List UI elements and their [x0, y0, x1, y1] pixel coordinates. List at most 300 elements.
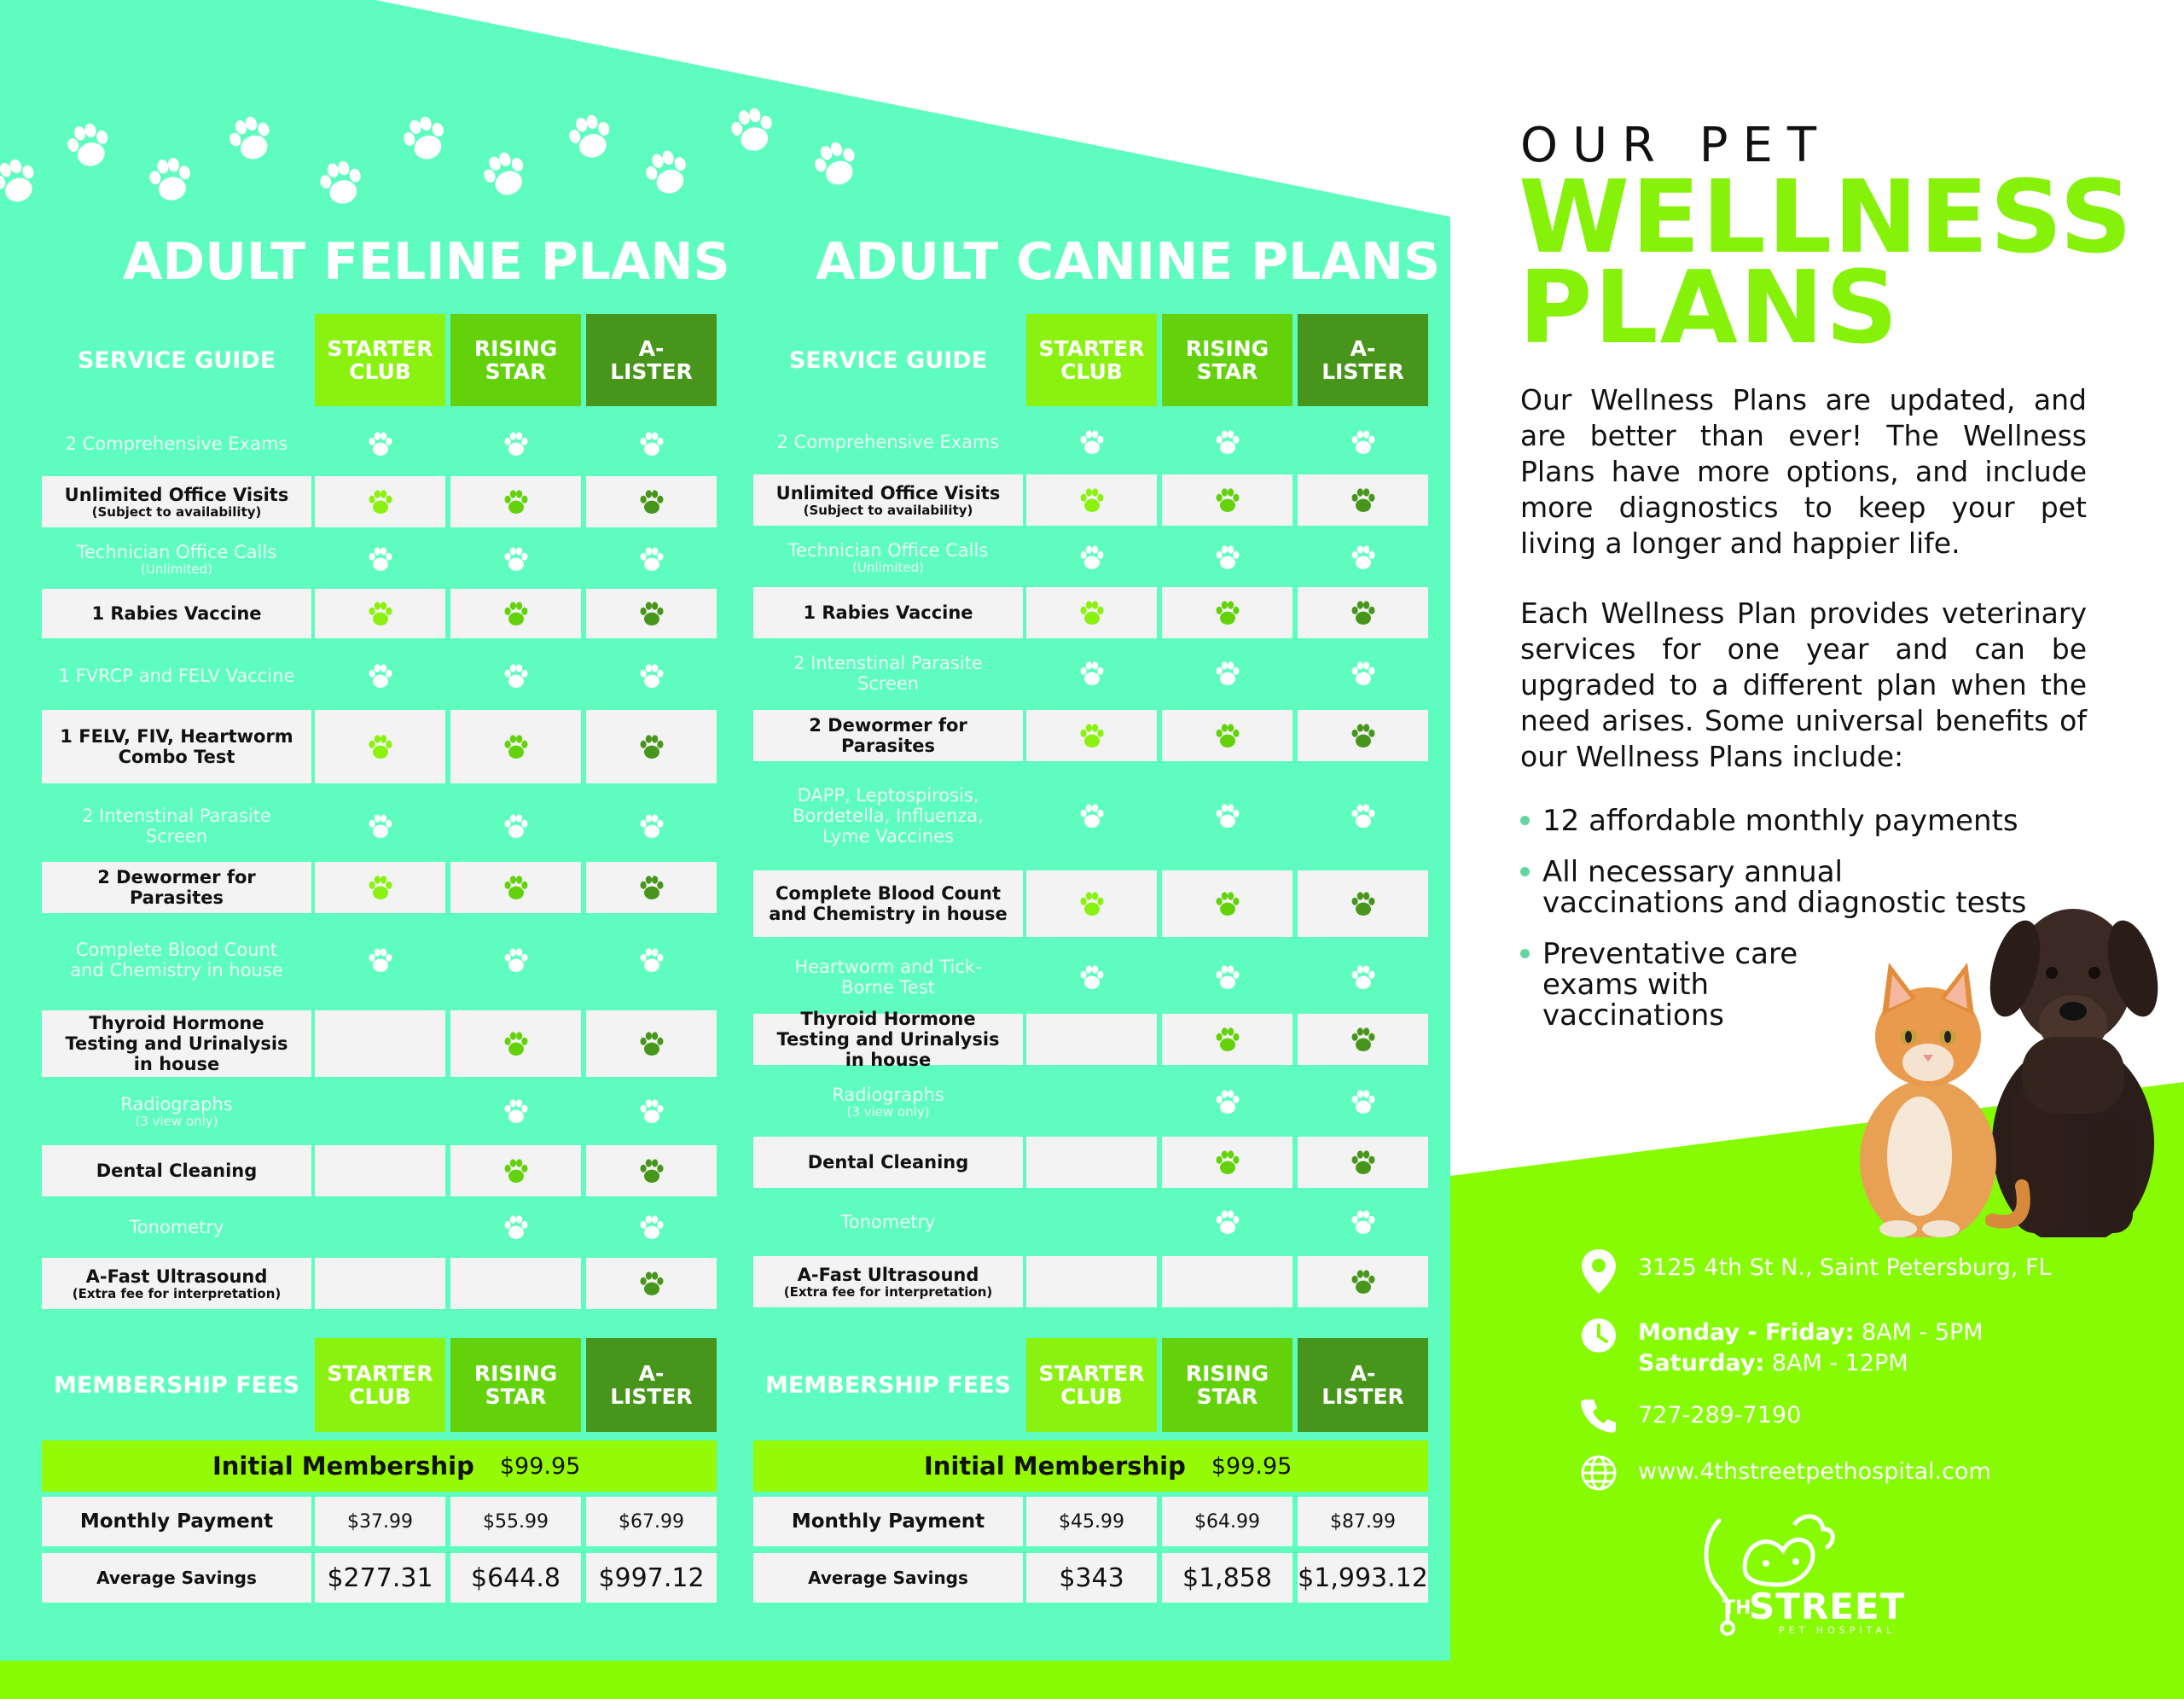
tier-cell	[1162, 1137, 1292, 1188]
included-paw-icon	[1212, 1147, 1243, 1178]
tier-cell	[450, 1145, 581, 1196]
included-paw-icon	[1077, 962, 1107, 992]
included-paw-icon	[636, 428, 667, 459]
service-note: (Extra fee for interpretation)	[72, 1286, 282, 1301]
tier-cell	[1298, 1195, 1428, 1249]
tier-cell	[586, 1258, 717, 1309]
cat-and-dog-photo	[1817, 862, 2184, 1237]
service-row-label	[753, 1195, 1023, 1249]
tier-cell	[1162, 532, 1292, 582]
tier-cell	[1298, 1256, 1428, 1307]
tier-cell	[586, 1203, 717, 1251]
included-paw-icon	[1212, 658, 1243, 689]
average-savings-value: $1,993.12	[1298, 1553, 1428, 1603]
service-name-text: 1 FELV, FIV, Heartworm Combo Test	[60, 726, 293, 767]
included-paw-icon	[1348, 1266, 1379, 1297]
included-paw-icon	[1212, 485, 1243, 515]
header-title-line2: PLANS	[1519, 248, 1900, 366]
included-paw-icon	[1212, 1207, 1243, 1237]
logo-th: TH	[1722, 1597, 1751, 1619]
included-paw-icon	[1348, 888, 1379, 919]
included-paw-icon	[636, 811, 667, 841]
included-paw-icon	[365, 945, 396, 975]
tier-cell	[450, 534, 581, 584]
service-name-text: Technician Office Calls	[76, 542, 277, 562]
initial-membership-label: Initial Membership	[924, 1452, 1186, 1481]
tier-cell	[586, 920, 717, 1000]
paw-print-icon	[725, 102, 780, 157]
tier-cell	[1026, 474, 1157, 526]
service-name-text: Thyroid Hormone Testing and Urinalysis in house	[65, 1013, 288, 1074]
service-name-text: 2 Intenstinal Parasite Screen	[793, 653, 983, 694]
tier-cell	[315, 476, 445, 527]
tier-cell	[1162, 587, 1292, 638]
fee-tier-header-2: A-LISTER	[1298, 1338, 1428, 1432]
tier-cell	[1162, 1256, 1292, 1307]
decorative-paw	[478, 147, 532, 205]
phone-icon	[1580, 1396, 1618, 1434]
tier-cell	[586, 1085, 717, 1137]
service-name	[96, 1161, 258, 1181]
service-name	[769, 785, 1008, 847]
monthly-payment-value: $45.99	[1026, 1497, 1157, 1546]
hours-weekday-label: Monday - Friday:	[1638, 1319, 1855, 1346]
initial-membership-row	[42, 1440, 717, 1492]
tier-cell	[1298, 474, 1428, 526]
service-name	[777, 432, 1000, 452]
tier-cell	[1026, 1014, 1157, 1065]
service-note: (Extra fee for interpretation)	[783, 1284, 993, 1300]
service-name-text: Dental Cleaning	[807, 1152, 969, 1172]
service-name	[130, 1217, 224, 1237]
service-name	[65, 485, 289, 519]
header-overline: OUR PET	[1520, 118, 1832, 173]
fee-tier-header-2: A-LISTER	[586, 1338, 717, 1432]
tier-cell	[586, 589, 717, 638]
service-row-label	[42, 589, 311, 638]
tier-cell	[315, 790, 445, 862]
tier-cell	[586, 1145, 717, 1196]
tier-cell	[450, 589, 581, 638]
included-paw-icon	[636, 1212, 667, 1242]
service-guide-label: SERVICE GUIDE	[77, 346, 276, 374]
tier-cell	[1026, 947, 1157, 1007]
included-paw-icon	[636, 598, 667, 629]
tier-cell	[315, 710, 445, 783]
included-paw-icon	[1077, 542, 1107, 573]
bullet-dot-icon	[1520, 816, 1530, 825]
tier-cell	[1298, 532, 1428, 582]
service-name	[784, 1265, 993, 1299]
globe-icon	[1580, 1454, 1618, 1492]
tier-cell	[1026, 1137, 1157, 1188]
tier-cell	[450, 862, 581, 913]
included-paw-icon	[501, 428, 531, 459]
tier-cell	[1298, 1137, 1428, 1188]
tier-cell	[1026, 870, 1157, 937]
service-name-text: Complete Blood Count and Chemistry in house	[70, 940, 283, 980]
decorative-paw	[398, 111, 452, 169]
service-name	[769, 653, 1008, 694]
tier-cell	[315, 1258, 445, 1309]
included-paw-icon	[636, 1155, 667, 1186]
service-name	[769, 957, 1008, 998]
tier-cell	[315, 1145, 445, 1196]
service-row-label	[753, 870, 1023, 937]
included-paw-icon	[1212, 720, 1243, 751]
tier-header-0: STARTER CLUB	[1026, 314, 1157, 406]
service-row-label	[42, 1145, 311, 1196]
service-row-label	[42, 710, 311, 783]
service-row-label	[42, 476, 311, 527]
decorative-paw	[143, 152, 198, 210]
tier-cell	[315, 589, 445, 638]
tier-cell	[1162, 474, 1292, 526]
monthly-payment-value: $67.99	[586, 1497, 717, 1546]
decorative-paw	[314, 155, 369, 213]
service-row-label	[42, 790, 311, 862]
tier-cell	[1162, 1195, 1292, 1249]
paw-print-icon	[61, 118, 116, 172]
tier-cell	[1298, 870, 1428, 937]
fee-tier-header-0: STARTER CLUB	[315, 1338, 445, 1432]
service-name-text: 2 Intenstinal Parasite Screen	[82, 806, 271, 847]
decorative-paw	[0, 154, 43, 212]
average-savings-value: $997.12	[586, 1553, 717, 1603]
tier-cell	[315, 420, 445, 468]
service-row-label	[753, 1072, 1023, 1132]
tier-cell	[315, 862, 445, 913]
fee-tier-header-0: STARTER CLUB	[1026, 1338, 1157, 1432]
included-paw-icon	[365, 731, 396, 762]
benefit-item: All necessary annual vaccinations and diagnostic tests	[1520, 857, 2032, 918]
tier-cell	[1298, 418, 1428, 466]
included-paw-icon	[1212, 800, 1243, 831]
included-paw-icon	[1077, 720, 1107, 751]
included-paw-icon	[1212, 1024, 1243, 1055]
tier-cell	[1298, 587, 1428, 638]
service-name	[788, 540, 989, 574]
included-paw-icon	[365, 544, 396, 574]
service-row-label	[753, 418, 1023, 466]
tier-cell	[1298, 947, 1428, 1007]
included-paw-icon	[1348, 1207, 1379, 1237]
included-paw-icon	[1212, 888, 1243, 919]
service-name	[57, 806, 296, 847]
included-paw-icon	[1348, 720, 1379, 751]
tier-cell	[1026, 418, 1157, 466]
tier-header-0: STARTER CLUB	[315, 314, 445, 406]
service-name	[120, 1094, 232, 1128]
tier-cell	[450, 476, 581, 527]
tier-cell	[586, 534, 717, 584]
tier-cell	[586, 790, 717, 862]
included-paw-icon	[1348, 1024, 1379, 1055]
tier-cell	[315, 649, 445, 703]
included-paw-icon	[365, 872, 396, 903]
service-name	[59, 666, 295, 686]
tier-cell	[1298, 1072, 1428, 1132]
included-paw-icon	[501, 598, 531, 629]
tier-cell	[315, 1010, 445, 1077]
service-name	[73, 1266, 282, 1300]
included-paw-icon	[365, 486, 396, 517]
intro-paragraph-1: Our Wellness Plans are updated, and are better than ever! The Wellness Plans have more options, and include more diagnostics to keep your pet living a longer and happier life.	[1520, 383, 2087, 560]
included-paw-icon	[636, 544, 667, 574]
monthly-payment-label: Monthly Payment	[42, 1497, 311, 1546]
service-row-label	[753, 532, 1023, 582]
average-savings-label: Average Savings	[753, 1553, 1023, 1603]
service-row-label	[753, 474, 1023, 526]
average-savings-value: $343	[1026, 1553, 1157, 1603]
decorative-paw	[563, 109, 618, 167]
service-row-label	[42, 1203, 311, 1251]
service-name	[57, 867, 296, 908]
header-title-line1: WELLNESS	[1519, 158, 2135, 276]
included-paw-icon	[1212, 427, 1243, 457]
service-row-label	[42, 920, 311, 1000]
address-text: 3125 4th St N., Saint Petersburg, FL	[1638, 1254, 2052, 1281]
included-paw-icon	[501, 1096, 531, 1126]
tier-cell	[450, 710, 581, 783]
included-paw-icon	[365, 598, 396, 629]
tier-cell	[450, 1203, 581, 1251]
service-row-label	[753, 710, 1023, 761]
tier-cell	[586, 420, 717, 468]
service-name-text: Technician Office Calls	[787, 540, 989, 561]
tier-cell	[1298, 768, 1428, 864]
service-name-text: Thyroid Hormone Testing and Urinalysis in house	[776, 1009, 1000, 1070]
tier-cell	[1162, 418, 1292, 466]
included-paw-icon	[636, 1028, 667, 1059]
initial-membership-price: $99.95	[499, 1452, 581, 1480]
logo-street: STREET	[1749, 1586, 1906, 1627]
tier-cell	[1162, 645, 1292, 701]
website-link[interactable]: www.4thstreetpethospital.com	[1638, 1458, 1991, 1485]
decorative-paw	[640, 145, 694, 203]
included-paw-icon	[1077, 597, 1107, 628]
monthly-payment-value: $64.99	[1162, 1497, 1292, 1546]
decorative-paw	[61, 118, 116, 176]
tier-cell	[315, 534, 445, 584]
included-paw-icon	[501, 872, 531, 903]
benefit-item: 12 affordable monthly payments	[1520, 806, 2032, 836]
monthly-payment-value: $87.99	[1298, 1497, 1428, 1546]
included-paw-icon	[1348, 1086, 1379, 1117]
tier-header-2: A-LISTER	[1298, 314, 1428, 406]
service-name-text: Heartworm and Tick-Borne Test	[794, 957, 982, 998]
included-paw-icon	[1348, 658, 1379, 689]
initial-membership-price: $99.95	[1211, 1452, 1292, 1480]
service-name-text: 1 Rabies Vaccine	[91, 603, 262, 624]
service-row-label	[42, 534, 311, 584]
paw-print-icon	[640, 145, 694, 200]
service-row-label	[42, 420, 311, 468]
tier-cell	[1026, 710, 1157, 761]
service-name-text: Radiographs	[832, 1085, 944, 1105]
included-paw-icon	[636, 660, 667, 691]
tier-cell	[450, 1085, 581, 1137]
intro-paragraph-2: Each Wellness Plan provides veterinary services for one year and can be upgraded to a different plan when the need arises. Some universal benefits of our Wellness Plans include:	[1520, 596, 2087, 773]
included-paw-icon	[1212, 597, 1243, 628]
included-paw-icon	[501, 660, 531, 691]
service-name-text: Unlimited Office Visits	[775, 483, 1001, 503]
service-name	[77, 542, 277, 576]
service-name-text: 2 Comprehensive Exams	[65, 433, 288, 454]
service-name	[57, 726, 296, 767]
service-name-text: Tonometry	[129, 1217, 224, 1237]
included-paw-icon	[636, 872, 667, 903]
included-paw-icon	[1077, 800, 1107, 831]
tier-cell	[315, 1203, 445, 1251]
initial-membership-row	[753, 1440, 1428, 1492]
paw-print-icon	[143, 152, 198, 207]
included-paw-icon	[365, 811, 396, 841]
included-paw-icon	[501, 1155, 531, 1186]
service-name	[803, 602, 973, 623]
service-name-text: Complete Blood Count and Chemistry in house	[769, 883, 1008, 924]
tier-cell	[1162, 1014, 1292, 1065]
paw-print-icon	[314, 155, 369, 210]
tier-cell	[1162, 1072, 1292, 1132]
tier-cell	[586, 710, 717, 783]
monthly-payment-value: $55.99	[450, 1497, 581, 1546]
paw-print-icon	[224, 111, 278, 166]
hours-saturday-label: Saturday:	[1638, 1350, 1765, 1376]
feline-plans-title: ADULT FELINE PLANS	[123, 232, 730, 292]
service-name	[832, 1085, 944, 1119]
service-row-label	[42, 1085, 311, 1137]
included-paw-icon	[501, 811, 531, 841]
tier-cell	[1026, 768, 1157, 864]
included-paw-icon	[501, 945, 531, 975]
service-name-text: Dental Cleaning	[96, 1161, 258, 1181]
decorative-paw	[809, 137, 863, 195]
tier-cell	[586, 649, 717, 703]
tier-cell	[315, 1085, 445, 1137]
service-row-label	[753, 768, 1023, 864]
tier-cell	[1298, 645, 1428, 701]
tier-cell	[450, 649, 581, 703]
included-paw-icon	[636, 1268, 667, 1299]
hours-weekday	[1638, 1319, 1984, 1346]
monthly-payment-value: $37.99	[315, 1497, 445, 1546]
service-row-label	[753, 1256, 1023, 1307]
included-paw-icon	[1348, 485, 1379, 515]
service-name	[808, 1152, 969, 1172]
service-name-text: 2 Comprehensive Exams	[776, 432, 1000, 452]
bullet-dot-icon	[1520, 949, 1530, 958]
service-name-text: 1 FVRCP and FELV Vaccine	[58, 666, 295, 686]
average-savings-value: $644.8	[450, 1553, 581, 1603]
tier-cell	[1298, 1014, 1428, 1065]
tier-header-2: A-LISTER	[586, 314, 717, 406]
service-guide-label: SERVICE GUIDE	[788, 346, 988, 374]
service-name-text: Unlimited Office Visits	[64, 485, 289, 505]
paw-print-icon	[0, 154, 43, 208]
tier-cell	[1298, 710, 1428, 761]
included-paw-icon	[636, 1096, 667, 1126]
service-name-text: 2 Dewormer for Parasites	[809, 715, 967, 756]
tier-cell	[586, 476, 717, 527]
hours-saturday-value: 8AM - 12PM	[1771, 1350, 1908, 1376]
service-row-label	[753, 587, 1023, 638]
tier-header-1: RISING STAR	[450, 314, 581, 406]
service-note: (Unlimited)	[852, 560, 924, 575]
tier-cell	[1162, 870, 1292, 937]
included-paw-icon	[501, 1028, 531, 1059]
service-name	[66, 433, 288, 454]
included-paw-icon	[1077, 658, 1107, 689]
benefit-item: Preventative care exams with vaccinations	[1520, 939, 1896, 1031]
membership-fees-label: MEMBERSHIP FEES	[53, 1371, 300, 1399]
service-name-text: A-Fast Ultrasound	[85, 1266, 268, 1287]
included-paw-icon	[1212, 962, 1243, 992]
included-paw-icon	[636, 731, 667, 762]
clock-icon	[1580, 1317, 1618, 1354]
average-savings-value: $277.31	[315, 1553, 445, 1603]
service-name-text: Tonometry	[840, 1212, 936, 1232]
included-paw-icon	[1348, 597, 1379, 628]
tier-cell	[1026, 1195, 1157, 1249]
tier-cell	[1026, 587, 1157, 638]
service-name	[776, 483, 1001, 517]
membership-fees-label: MEMBERSHIP FEES	[764, 1371, 1012, 1399]
service-note: (3 view only)	[846, 1104, 930, 1120]
included-paw-icon	[501, 544, 531, 574]
tier-cell	[450, 1010, 581, 1077]
paw-print-icon	[398, 111, 452, 166]
tier-header-1: RISING STAR	[1162, 314, 1292, 406]
service-row-label	[753, 1137, 1023, 1188]
included-paw-icon	[1077, 427, 1107, 457]
included-paw-icon	[1348, 800, 1379, 831]
tier-cell	[450, 920, 581, 1000]
included-paw-icon	[1348, 1147, 1379, 1178]
service-name-text: Radiographs	[120, 1094, 233, 1114]
included-paw-icon	[636, 486, 667, 517]
included-paw-icon	[1077, 485, 1107, 515]
included-paw-icon	[1348, 542, 1379, 573]
canine-plans-title: ADULT CANINE PLANS	[816, 232, 1441, 292]
included-paw-icon	[501, 486, 531, 517]
phone-link[interactable]: 727-289-7190	[1638, 1402, 1802, 1428]
service-name	[91, 603, 261, 624]
service-note: (Subject to availability)	[803, 503, 973, 518]
service-name-text: A-Fast Ultrasound	[797, 1265, 979, 1285]
tier-cell	[1026, 1256, 1157, 1307]
paw-print-icon	[478, 147, 532, 201]
included-paw-icon	[1212, 1086, 1243, 1117]
service-name	[57, 940, 296, 980]
service-name-text: DAPP, Leptospirosis, Bordetella, Influenza, Lyme Vaccines	[793, 785, 984, 847]
fee-tier-header-1: RISING STAR	[1162, 1338, 1292, 1432]
tier-cell	[1026, 532, 1157, 582]
paw-print-icon	[563, 109, 618, 164]
initial-membership-label: Initial Membership	[212, 1452, 474, 1481]
fee-tier-header-1: RISING STAR	[450, 1338, 581, 1432]
service-row-label	[42, 862, 311, 913]
decorative-paw	[725, 102, 780, 160]
tier-cell	[315, 920, 445, 1000]
service-row-label	[42, 649, 311, 703]
included-paw-icon	[365, 428, 396, 459]
service-row-label	[753, 1009, 1023, 1070]
monthly-payment-label: Monthly Payment	[753, 1497, 1023, 1546]
tier-cell	[1162, 710, 1292, 761]
service-row-label	[42, 1258, 311, 1309]
service-name	[769, 1009, 1008, 1070]
